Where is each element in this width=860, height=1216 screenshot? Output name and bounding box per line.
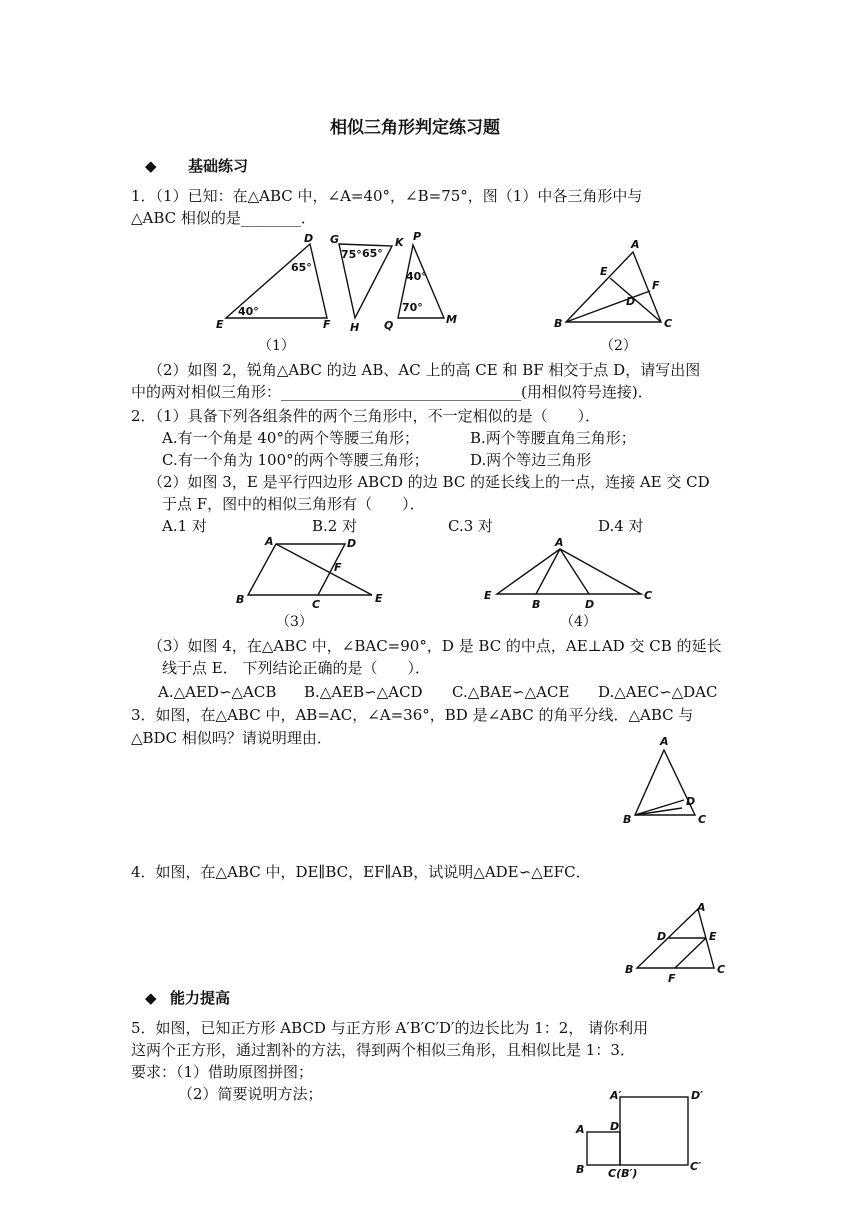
q5-line2: 这两个正方形，通过割补的方法，得到两个相似三角形，且相似比是 1：3． xyxy=(131,1041,635,1059)
section-heading-advanced: 能力提高 xyxy=(170,989,231,1007)
q4-line1: 4．如图，在△ABC 中，DE∥BC，EF∥AB，试说明△ADE∽△EFC． xyxy=(131,863,591,881)
fig1-label-p: P xyxy=(413,230,422,243)
q2-part2-opt-d: D.4 对 xyxy=(598,517,644,535)
q1-part2-line2: 中的两对相似三角形：________________________________(用相似符号连接)． xyxy=(131,383,653,401)
q2-part2-line2: 于点 F，图中的相似三角形有（ ）． xyxy=(162,495,425,513)
fig3-label-c: C xyxy=(312,598,321,611)
q4-label-c: C xyxy=(717,963,726,976)
q2-part2-line1: （2）如图 3，E 是平行四边形 ABCD 的边 BC 的延长线上的一点，连接 AE 交 CD xyxy=(148,473,710,491)
q5-label-a2: A′ xyxy=(610,1089,622,1102)
q2-part2-opt-c: C.3 对 xyxy=(448,517,494,535)
q1-part2-line1: （2）如图 2，锐角△ABC 的边 AB、AC 上的高 CE 和 BF 相交于点 D，请写出图 xyxy=(148,361,701,379)
q4-label-b: B xyxy=(625,963,634,976)
section-bullet: ◆ xyxy=(145,157,157,175)
fig2-label-e: E xyxy=(600,265,608,278)
fig2-label-b: B xyxy=(554,317,563,330)
q2-opt-a: A.有一个角是 40°的两个等腰三角形； xyxy=(162,429,419,447)
fig3-label-a: A xyxy=(265,535,274,548)
fig1-label-h: H xyxy=(350,321,360,334)
fig4-label-a: A xyxy=(555,536,564,549)
fig1-angle-65b: 65° xyxy=(362,247,383,260)
fig4-label-d: D xyxy=(585,598,595,611)
fig1-label-f: F xyxy=(323,318,331,331)
q2-opt-b: B.两个等腰直角三角形； xyxy=(470,429,636,447)
fig2-label-d: D xyxy=(626,295,636,308)
q2-part2-opt-a: A.1 对 xyxy=(162,517,207,535)
section-bullet-2: ◆ xyxy=(145,989,157,1007)
q5-label-d: D xyxy=(610,1120,620,1133)
fig1-angle-75: 75° xyxy=(341,248,362,261)
q4-label-a: A xyxy=(697,901,706,914)
q1-line1: 1．（1）已知：在△ABC 中，∠A=40°，∠B=75°，图（1）中各三角形中与 xyxy=(131,187,643,205)
fig1-angle-40: 40° xyxy=(238,305,259,318)
q5-label-c: C(B′) xyxy=(608,1167,638,1180)
fig3-caption: （3） xyxy=(276,614,313,630)
q2-part3-opt-b: B.△AEB∽△ACD xyxy=(304,683,423,701)
fig2-caption: （2） xyxy=(600,338,637,354)
q3-line2: △BDC 相似吗？请说明理由． xyxy=(131,729,332,747)
fig1-label-m: M xyxy=(446,313,457,326)
fig1-label-d: D xyxy=(304,232,314,245)
section-heading-basic: 基础练习 xyxy=(188,157,249,175)
q5-line1: 5．如图，已知正方形 ABCD 与正方形 A′B′C′D′的边长比为 1：2， 请你利用 xyxy=(131,1019,649,1037)
q2-opt-c: C.有一个角为 100°的两个等腰三角形； xyxy=(162,451,429,469)
q5-label-b: B xyxy=(576,1163,585,1176)
q4-label-d: D xyxy=(657,930,667,943)
q5-line4: （2）简要说明方法； xyxy=(178,1085,323,1103)
fig4-label-c: C xyxy=(644,589,653,602)
fig2-label-c: C xyxy=(664,317,673,330)
q3-line1: 3．如图，在△ABC 中，AB=AC，∠A=36°，BD 是∠ABC 的角平分线．△ABC 与 xyxy=(131,706,694,724)
q2-part3-opt-a: A.△AED∽△ACB xyxy=(158,683,277,701)
fig3-label-b: B xyxy=(236,593,245,606)
fig3-label-e: E xyxy=(375,592,383,605)
q5-label-a: A xyxy=(576,1123,585,1136)
q5-line3: 要求：（1）借助原图拼图； xyxy=(131,1063,314,1081)
q1-line2: △ABC 相似的是________． xyxy=(131,209,316,227)
q3-label-d: D xyxy=(686,795,696,808)
q3-label-a: A xyxy=(660,735,669,748)
fig1-label-e: E xyxy=(216,318,224,331)
fig2-label-a: A xyxy=(631,238,640,251)
fig1-label-g: G xyxy=(330,233,340,246)
fig2-label-f: F xyxy=(652,279,660,292)
q4-label-f: F xyxy=(668,972,676,985)
fig4-label-e: E xyxy=(484,589,492,602)
fig3-label-f: F xyxy=(334,561,342,574)
fig4-caption: （4） xyxy=(560,614,597,630)
q3-label-b: B xyxy=(623,813,632,826)
q5-label-c2: C′ xyxy=(690,1160,701,1173)
q2-part3-opt-c: C.△BAE∽△ACE xyxy=(452,683,570,701)
q2-part3-opt-d: D.△AEC∽△DAC xyxy=(598,683,718,701)
q2-part3-line1: （3）如图 4，在△ABC 中，∠BAC=90°，D 是 BC 的中点，AE⊥AD 交 CB 的延长 xyxy=(148,637,722,655)
fig1-label-k: K xyxy=(395,236,404,249)
q2-part3-line2: 线于点 E． 下列结论正确的是（ ）． xyxy=(162,659,430,677)
q3-label-c: C xyxy=(698,813,707,826)
q2-line1: 2．（1）具备下列各组条件的两个三角形中，不一定相似的是（ ）． xyxy=(131,407,601,425)
fig4-label-b: B xyxy=(532,598,541,611)
fig1-caption: （1） xyxy=(258,338,295,354)
fig1-angle-40b: 40° xyxy=(406,270,427,283)
q4-label-e: E xyxy=(709,930,717,943)
fig1-label-q: Q xyxy=(384,319,394,332)
q2-part2-opt-b: B.2 对 xyxy=(312,517,358,535)
page-title: 相似三角形判定练习题 xyxy=(330,118,500,138)
fig1-angle-70: 70° xyxy=(402,301,423,314)
q5-label-d2: D′ xyxy=(691,1089,704,1102)
fig3-label-d: D xyxy=(347,537,357,550)
q2-opt-d: D.两个等边三角形 xyxy=(470,451,592,469)
fig1-angle-65: 65° xyxy=(291,261,312,274)
